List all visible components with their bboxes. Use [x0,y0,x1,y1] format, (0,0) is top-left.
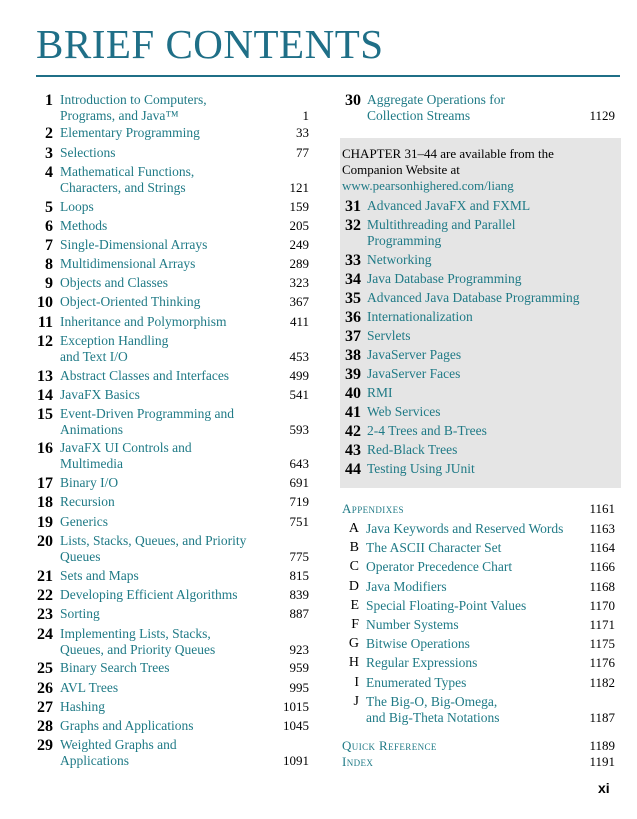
entry-page: 887 [289,606,309,621]
entry-page: 1164 [589,540,615,555]
chapter-list-left [33,92,313,782]
entry-page: 959 [289,660,309,675]
entry-title[interactable]: Objects and Classes [60,275,168,290]
entry-number: 6 [45,218,53,235]
page-title: BRIEF CONTENTS [36,21,384,67]
entry-title[interactable]: Characters, and Strings [60,180,186,195]
entry-title[interactable]: Programs, and Java™ [60,108,179,123]
entry-number: 36 [345,309,361,326]
entry-title[interactable]: Recursion [60,494,115,509]
entry-title[interactable]: Object-Oriented Thinking [60,294,201,309]
entry-title[interactable]: Red-Black Trees [367,442,458,457]
entry-number: 24 [37,626,53,643]
entry-number: 42 [345,423,361,440]
entry-title[interactable]: Lists, Stacks, Queues, and Priority [60,533,247,548]
entry-page: 719 [289,494,309,509]
entry-number: 38 [345,347,361,364]
entry-page: 249 [289,237,309,252]
entry-title[interactable]: Servlets [367,328,411,343]
entry-title[interactable]: Binary Search Trees [60,660,170,675]
entry-title[interactable]: Multidimensional Arrays [60,256,196,271]
entry-title[interactable]: Special Floating-Point Values [366,598,527,613]
entry-number: 2 [45,125,53,142]
entry-number: 35 [345,290,361,307]
entry-page: 159 [289,199,309,214]
entry-number: 11 [37,314,53,331]
entry-page: 1166 [589,559,615,574]
entry-number: 44 [345,461,361,478]
entry-page: 1091 [283,753,309,768]
entry-title[interactable]: Enumerated Types [366,675,467,690]
entry-number: 22 [37,587,53,604]
entry-number: 9 [45,275,53,292]
entry-title[interactable]: and Text I/O [60,349,128,364]
entry-number: 30 [345,92,361,109]
entry-title[interactable]: Internationalization [367,309,473,324]
entry-title[interactable]: Developing Efficient Algorithms [60,587,238,602]
web-note-text: CHAPTER 31–44 are available from the Companion Website at [342,146,554,177]
entry-title[interactable]: JavaFX UI Controls and [60,440,192,455]
entry-number: 29 [37,737,53,754]
entry-title[interactable]: Regular Expressions [366,655,478,670]
entry-page: 775 [289,549,309,564]
entry-number: 32 [345,217,361,234]
entry-number: 28 [37,718,53,735]
entry-page: 751 [289,514,309,529]
entry-number: 5 [45,199,53,216]
entry-page: 839 [289,587,309,602]
entry-number: 43 [345,442,361,459]
entry-title[interactable]: Multimedia [60,456,123,471]
entry-title[interactable]: Testing Using JUnit [367,461,475,476]
entry-number: 14 [37,387,53,404]
entry-title[interactable]: Number Systems [366,617,459,632]
entry-page: 1168 [589,579,615,594]
entry-number: 19 [37,514,53,531]
entry-title[interactable]: Operator Precedence Chart [366,559,513,574]
entry-number: E [350,598,359,613]
entry-number: C [349,559,359,574]
entry-title[interactable]: Bitwise Operations [366,636,470,651]
entry-number: 10 [37,294,53,311]
entry-number: F [351,617,359,632]
entry-number: 25 [37,660,53,677]
appendixes-page: 1161 [589,501,615,516]
web-chapters-note [342,146,617,194]
entry-number: J [353,694,359,709]
entry-title[interactable]: Aggregate Operations for [367,92,505,107]
entry-page: 1170 [589,598,615,613]
entry-page: 923 [289,642,309,657]
entry-page: 367 [289,294,309,309]
entry-number: 15 [37,406,53,423]
entry-page: 1171 [589,617,615,632]
entry-title[interactable]: Graphs and Applications [60,718,194,733]
index-label[interactable]: Index [342,754,374,769]
entry-title[interactable]: Advanced JavaFX and FXML [367,198,531,213]
entry-title[interactable]: JavaServer Pages [367,347,462,362]
entry-page: 1175 [589,636,615,651]
entry-number: 26 [37,680,53,697]
appendixes-heading [342,501,404,517]
entry-page: 33 [296,125,309,140]
entry-title[interactable]: 2-4 Trees and B-Trees [367,423,487,438]
entry-title[interactable]: Generics [60,514,108,529]
entry-number: 20 [37,533,53,550]
entry-number: 27 [37,699,53,716]
entry-title[interactable]: Weighted Graphs and [60,737,177,752]
entry-number: 13 [37,368,53,385]
entry-title[interactable]: Introduction to Computers, [60,92,207,107]
entry-page: 453 [289,349,309,364]
entry-title[interactable]: Java Keywords and Reserved Words [366,521,564,536]
entry-page: 995 [289,680,309,695]
entry-number: 17 [37,475,53,492]
entry-title[interactable]: Methods [60,218,108,233]
entry-page: 1045 [283,718,309,733]
index-page: 1191 [589,754,615,769]
appendix-list [341,501,623,736]
entry-title[interactable]: Programming [367,233,442,248]
entry-title[interactable]: Advanced Java Database Programming [367,290,580,305]
quick-reference-page: 1189 [589,738,615,753]
entry-number: 23 [37,606,53,623]
entry-number: 7 [45,237,53,254]
entry-title[interactable]: Web Services [367,404,441,419]
entry-number: 39 [345,366,361,383]
entry-title[interactable]: Sets and Maps [60,568,139,583]
entry-page: 121 [289,180,309,195]
entry-number: 21 [37,568,53,585]
quick-reference-label[interactable]: Quick Reference [342,738,437,753]
entry-title[interactable]: JavaFX Basics [60,387,140,402]
web-chapter-list [341,198,621,483]
entry-page: 411 [289,314,309,329]
entry-page: 593 [289,422,309,437]
entry-number: A [348,521,359,536]
entry-title[interactable]: Collection Streams [367,108,471,123]
web-chapters-panel [340,138,621,488]
entry-number: D [348,579,359,594]
entry-title[interactable]: AVL Trees [60,680,119,695]
companion-website-link[interactable]: www.pearsonhighered.com/liang [342,178,514,193]
entry-number: 4 [45,164,53,181]
entry-title[interactable]: RMI [367,385,393,400]
entry-title[interactable]: The Big-O, Big-Omega, [366,694,498,709]
entry-title[interactable]: Multithreading and Parallel [367,217,516,232]
entry-title[interactable]: and Big-Theta Notations [366,710,500,725]
entry-number: 12 [37,333,53,350]
entry-title[interactable]: Animations [60,422,123,437]
entry-page: 323 [289,275,309,290]
entry-number: 3 [45,145,53,162]
entry-number: I [354,675,359,690]
entry-number: 31 [345,198,361,215]
entry-title[interactable]: Hashing [60,699,105,714]
entry-page: 1187 [589,710,615,725]
entry-number: B [349,540,359,555]
entry-title[interactable]: Binary I/O [60,475,119,490]
entry-title[interactable]: Loops [60,199,94,214]
entry-title[interactable]: Elementary Programming [60,125,200,140]
entry-number: 41 [345,404,361,421]
entry-number: 8 [45,256,53,273]
entry-number: 16 [37,440,53,457]
entry-page: 691 [289,475,309,490]
entry-number: 1 [45,92,53,109]
entry-page: 1 [302,108,309,123]
entry-page: 1163 [589,521,615,536]
entry-title[interactable]: The ASCII Character Set [366,540,502,555]
entry-number: H [348,655,359,670]
entry-title[interactable]: Mathematical Functions, [60,164,195,179]
entry-title[interactable]: Java Modifiers [366,579,447,594]
entry-title[interactable]: Java Database Programming [367,271,522,286]
entry-number: 34 [345,271,361,288]
entry-number: 18 [37,494,53,511]
entry-title[interactable]: Sorting [60,606,100,621]
entry-page: 815 [289,568,309,583]
entry-page: 1176 [589,655,615,670]
entry-number: 37 [345,328,361,345]
entry-title[interactable]: Networking [367,252,432,267]
entry-title[interactable]: JavaServer Faces [367,366,461,381]
entry-page: 643 [289,456,309,471]
entry-page: 205 [289,218,309,233]
entry-title[interactable]: Event-Driven Programming and [60,406,234,421]
entry-title[interactable]: Implementing Lists, Stacks, [60,626,211,641]
entry-title[interactable]: Selections [60,145,116,160]
entry-number: 40 [345,385,361,402]
entry-title[interactable]: Queues, and Priority Queues [60,642,216,657]
entry-page: 499 [289,368,309,383]
entry-number: 33 [345,252,361,269]
entry-page: 1129 [589,108,615,123]
entry-title[interactable]: Inheritance and Polymorphism [60,314,227,329]
title-rule [36,75,620,77]
page-number: xi [598,780,610,796]
entry-page: 289 [289,256,309,271]
chapter-list-right [341,92,623,132]
entry-title[interactable]: Applications [60,753,129,768]
entry-title[interactable]: Abstract Classes and Interfaces [60,368,230,383]
entry-page: 541 [289,387,309,402]
entry-page: 1182 [589,675,615,690]
entry-title[interactable]: Queues [60,549,101,564]
entry-title[interactable]: Single-Dimensional Arrays [60,237,208,252]
entry-page: 1015 [283,699,309,714]
entry-page: 77 [296,145,309,160]
entry-title[interactable]: Exception Handling [60,333,169,348]
appendixes-label: Appendixes [342,501,404,516]
entry-number: G [348,636,359,651]
